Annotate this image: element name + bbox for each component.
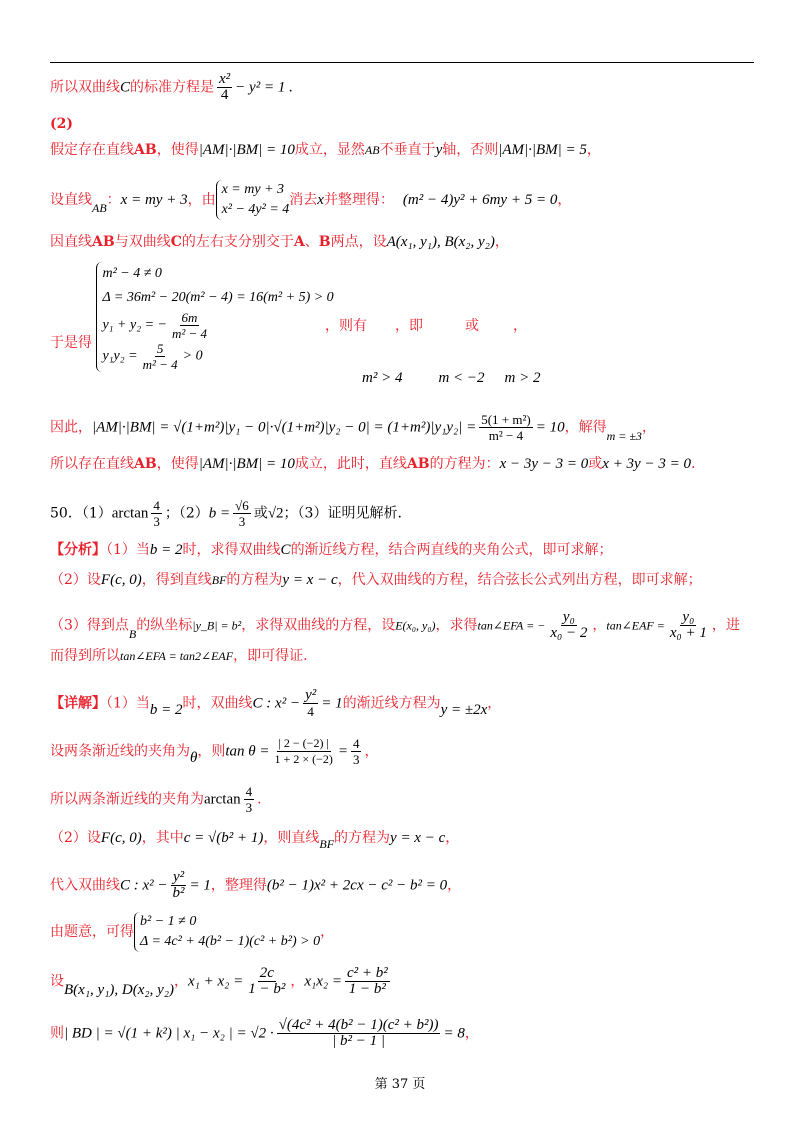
inequality-values: m² > 4 m < −2 m > 2 <box>362 370 541 386</box>
line-set-line: 设直线AB：x = my + 3，由 x = my + 3 x² − 4y² = 4 消去x并整理得： (m² − 4)y² + 6my + 5 = 0， <box>50 180 571 220</box>
analysis-2: （2）设F(c, 0)，得到直线BF的方程为y = x − c，代入双曲线的方程，结合弦长公式列出方程，即可求解； <box>50 572 702 588</box>
detail-2-conditions: 由题意，可得 b² − 1 ≠ 0 Δ = 4c² + 4(b² − 1)(c² + b²) > 0 ， <box>50 912 334 952</box>
detail-2-vieta: 设B(x₁, y₁), D(x₂, y₂)，x₁ + x₂ = $\frac{2c}{\text{1 − b²}}$ ，x₁x₂ = $\frac{\text{c² + b²}}{\text{1 − b²}}$ <box>50 965 388 998</box>
detail-angle: 设两条渐近线的夹角为θ，则tan θ = $\frac{| 2 - (-2) |}{1 + 2 \times (-2)}$ = $\frac{4}{3}$ ， <box>50 736 379 767</box>
line-intersection: 因直线AB与双曲线C的左右支分别交于A、B两点，设A(x₁, y₁), B(x₂, y₂)， <box>50 234 509 250</box>
answer-50: 50．（1）arctan $\frac{4}{3}$ ；（2）b = $\frac{√6}{3}$ 或√2；（3）证明见解析. <box>50 498 402 529</box>
top-rule <box>50 62 754 63</box>
line-therefore: 因此，|AM|·|BM| = √(1+m²)|y₁ − 0|·√(1+m²)|y₂ − 0| = (1+m²)|y₁y₂| = $\frac{\text{5(1 + m²)}}{\text{m² − 4}}$ = 10，解得m = ±3， <box>50 412 656 443</box>
analysis-1: 【分析】（1）当b = 2时，求得双曲线C的渐近线方程，结合两直线的夹角公式，即可求解； <box>50 542 613 558</box>
line-assumption: 假定存在直线AB，使得|AM|·|BM| = 10成立，显然AB不垂直于y轴，否则|AM|·|BM| = 5， <box>50 142 601 158</box>
detail-1: 【详解】（1）当b = 2时，双曲线C : x² − $\frac{\text{y²}}{4}$ = 1的渐近线方程为y = ±2x， <box>50 687 502 719</box>
detail-2-substitute: 代入双曲线C : x² − $\frac{\text{y²}}{\text{b²}}$ = 1，整理得(b² − 1)x² + 2cx − c² − b² = 0， <box>50 869 462 901</box>
line-standard-equation: 所以双曲线C的标准方程是 $\frac{\text{x²}}{4}$ − y² = 1 . <box>50 71 293 103</box>
line-system-conditions: 于是得 m² − 4 ≠ 0 Δ = 36m² − 20(m² − 4) = 16(m² + 5) > 0 y₁ + y₂ = − $\frac{6m}{\text{m² − 4}}$ y₁y₂ = $\frac{5}{\text{m² − 4}}$ > 0 <box>50 262 334 372</box>
analysis-3-cont: 而得到所以tan∠EFA = tan2∠EAF，即可得证. <box>50 648 308 664</box>
page-number: 第 37 页 <box>374 1077 426 1092</box>
line-conclusion: 所以存在直线AB，使得|AM|·|BM| = 10成立，此时，直线AB的方程为：x − 3y − 3 = 0或x + 3y − 3 = 0. <box>50 456 696 472</box>
detail-2-chord-length: 则| BD | = √(1 + k²) | x₁ − x₂ | = √2 · $\frac{\text{√(4c² + 4(b² − 1)(c² + b²))}}{\text{| b² − 1 |}}$ = 8， <box>50 1017 479 1049</box>
detail-2-setup: （2）设F(c, 0)，其中c = √(b² + 1)，则直线BF的方程为y = x − c， <box>50 830 460 851</box>
part-2-label: (2) <box>50 116 73 132</box>
analysis-3: （3）得到点B的纵坐标|y_B| = b²，求得双曲线的方程，设E(x₀, y₀)，求得tan∠EFA = − $\frac{\text{y₀}}{\text{x₀ − 2}}$ ，tan∠EAF = $\frac{\text{y₀}}{\text{x₀ + 1}}$ ，进 <box>50 609 740 641</box>
line-then-have: ，则有 ，即 或 ， <box>325 318 527 334</box>
detail-angle-result: 所以两条渐近线的夹角为arctan $\frac{4}{3}$ . <box>50 784 262 815</box>
